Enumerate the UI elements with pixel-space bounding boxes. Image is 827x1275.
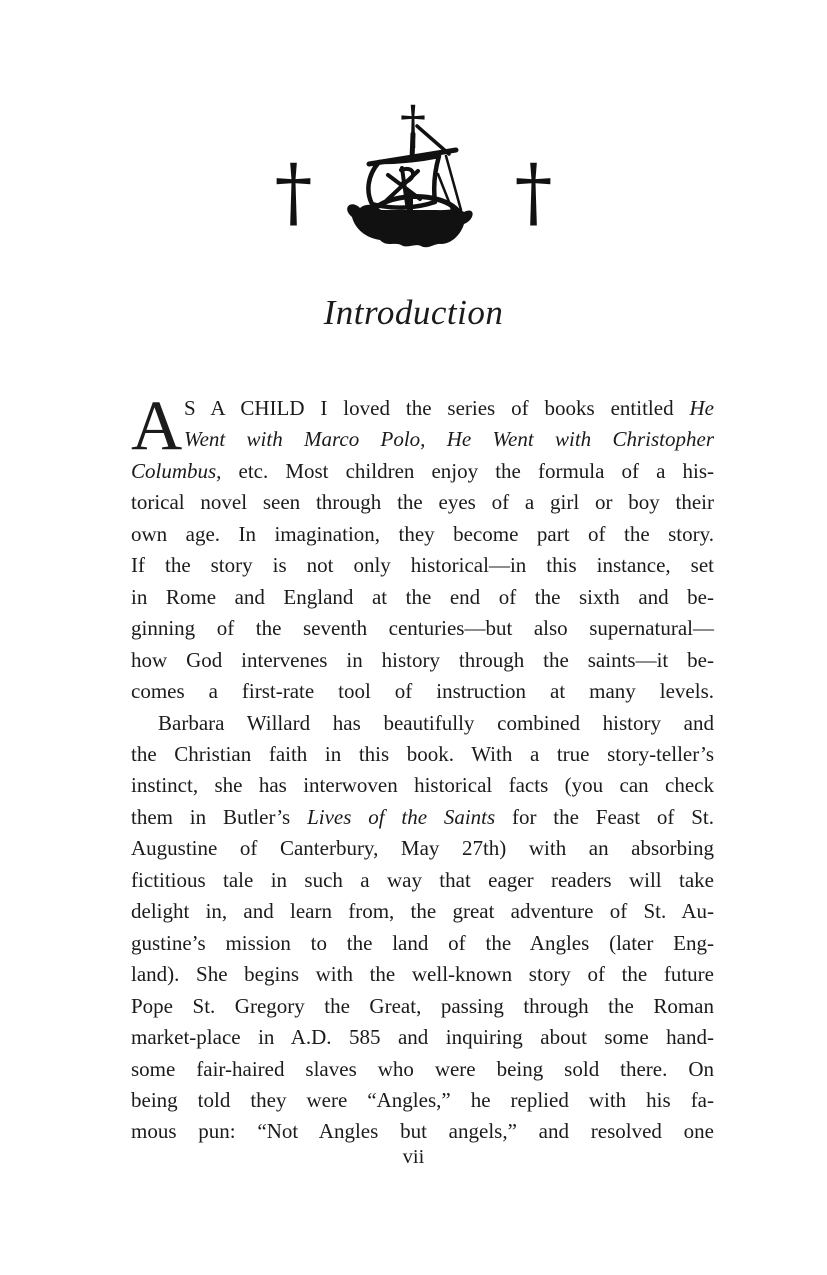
ship-icon bbox=[339, 98, 489, 253]
text-line bbox=[131, 424, 714, 455]
text-line bbox=[131, 613, 714, 644]
text-segment: them in Butler’s bbox=[131, 804, 308, 829]
text-line bbox=[131, 676, 714, 707]
text-line bbox=[131, 550, 714, 581]
italic-text-segment: Lives of the Saints bbox=[307, 804, 496, 829]
italic-text-segment: Went with Marco Polo, He Went with Christopher bbox=[184, 427, 714, 452]
text-line bbox=[131, 1022, 714, 1053]
text-segment: S A CHILD I loved the series of books entitled bbox=[184, 396, 690, 420]
text-segment: gustine’s mission to the land of the Angles (later Eng- bbox=[131, 930, 714, 955]
text-line bbox=[131, 896, 714, 927]
text-line bbox=[131, 582, 714, 613]
text-line bbox=[131, 1116, 714, 1147]
text-line bbox=[131, 519, 714, 550]
text-line bbox=[131, 833, 714, 864]
text-segment: torical novel seen through the eyes of a girl or boy their bbox=[131, 490, 714, 515]
text-segment: some fair-haired slaves who were being sold there. On bbox=[131, 1056, 714, 1081]
italic-text-segment: He bbox=[689, 396, 714, 420]
page-number: vii bbox=[402, 1146, 425, 1168]
text-segment: Pope St. Gregory the Great, passing through the Roman bbox=[131, 993, 714, 1018]
text-segment: If the story is not only historical—in this instance, set bbox=[131, 553, 714, 578]
text-line bbox=[131, 487, 714, 518]
text-segment: comes a first-rate tool of instruction at many levels. bbox=[131, 679, 714, 704]
text-segment: etc. Most children enjoy the formula of a his- bbox=[221, 458, 714, 483]
text-line bbox=[131, 1085, 714, 1116]
text-line bbox=[131, 928, 714, 959]
text-segment: the Christian faith in this book. With a true story-teller’s bbox=[131, 741, 714, 766]
text-line bbox=[131, 959, 714, 990]
text-segment: Augustine of Canterbury, May 27th) with an absorbing bbox=[131, 836, 714, 861]
text-segment: delight in, and learn from, the great adventure of St. Au- bbox=[131, 899, 714, 924]
text-line bbox=[131, 802, 714, 833]
text-segment: fictitious tale in such a way that eager readers will take bbox=[131, 867, 714, 892]
left-cross-icon: † bbox=[274, 147, 313, 236]
text-segment: instinct, she has interwoven historical facts (you can check bbox=[131, 773, 714, 798]
text-line bbox=[131, 991, 714, 1022]
text-line bbox=[131, 645, 714, 676]
text-line bbox=[131, 770, 714, 801]
page-title: Introduction bbox=[323, 293, 504, 332]
text-segment: ginning of the seventh centuries—but also supernatural— bbox=[131, 616, 714, 641]
drop-cap: A bbox=[131, 387, 183, 465]
text-line bbox=[131, 456, 714, 487]
mast-cross-icon: † bbox=[399, 98, 426, 156]
text-line bbox=[131, 865, 714, 896]
body-text bbox=[131, 387, 714, 1148]
text-segment: land). She begins with the well-known story of the future bbox=[131, 962, 714, 987]
italic-text-segment: Columbus, bbox=[131, 458, 222, 483]
text-segment: in Rome and England at the end of the sixth and be- bbox=[131, 584, 714, 609]
text-line bbox=[131, 708, 714, 739]
text-line bbox=[131, 739, 714, 770]
text-segment: mous pun: “Not Angles but angels,” and resolved one bbox=[131, 1119, 714, 1144]
text-line bbox=[131, 1054, 714, 1085]
text-segment: how God intervenes in history through the saints—it be- bbox=[131, 647, 714, 672]
right-cross-icon: † bbox=[514, 147, 553, 236]
text-segment: own age. In imagination, they become part of the story. bbox=[131, 521, 714, 546]
text-segment: being told they were “Angles,” he replied with his fa- bbox=[131, 1087, 714, 1112]
text-line bbox=[131, 393, 714, 424]
text-segment: for the Feast of St. bbox=[495, 804, 714, 829]
text-segment: Barbara Willard has beautifully combined history and bbox=[158, 710, 714, 735]
chapter-emblem bbox=[0, 98, 827, 253]
text-segment: market-place in A.D. 585 and inquiring about some hand- bbox=[131, 1025, 714, 1050]
